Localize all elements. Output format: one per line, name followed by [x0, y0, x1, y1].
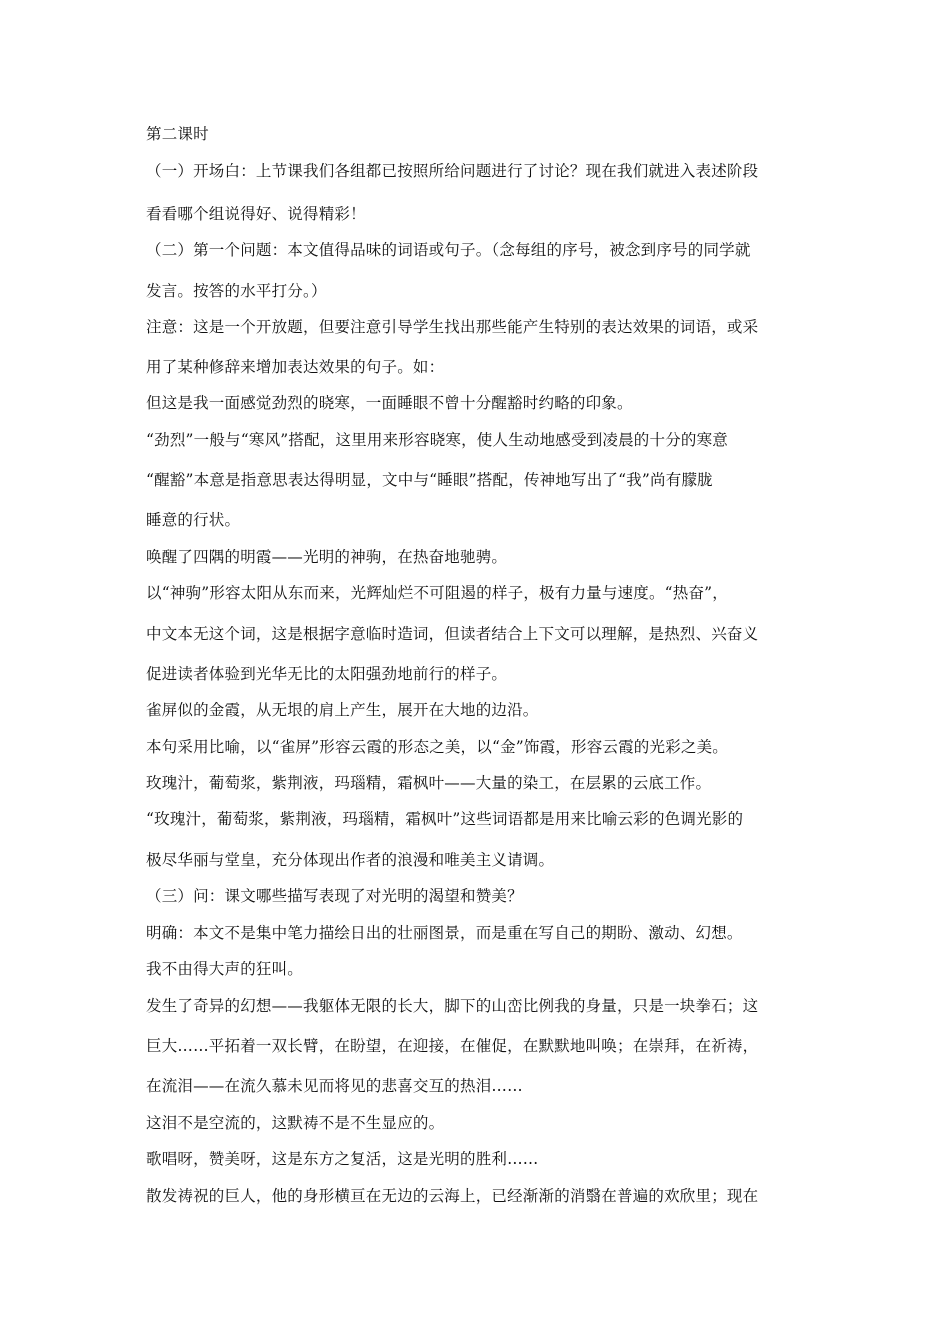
text-line: 歌唱呀，赞美呀，这是东方之复活，这是光明的胜利…… [146, 1150, 539, 1168]
text-line: 用了某种修辞来增加表达效果的句子。如： [146, 358, 445, 376]
text-line: 巨大……平拓着一双长臂，在盼望，在迎接，在催促，在默默地叫唤；在崇拜，在祈祷， [146, 1037, 759, 1055]
text-line: 睡意的行状。 [146, 511, 241, 529]
text-line: 这泪不是空流的，这默祷不是不生显应的。 [146, 1114, 445, 1132]
text-line: 雀屏似的金霞，从无垠的肩上产生，展开在大地的边沿。 [146, 701, 539, 719]
text-line: 极尽华丽与堂皇，充分体现出作者的浪漫和唯美主义请调。 [146, 851, 555, 869]
text-line: “玫瑰汁，葡萄浆，紫荆液，玛瑙精，霜枫叶”这些词语都是用来比喻云彩的色调光影的 [146, 810, 744, 828]
lesson-heading: 第二课时 [146, 125, 209, 143]
text-line: 明确：本文不是集中笔力描绘日出的壮丽图景，而是重在写自己的期盼、激动、幻想。 [146, 924, 743, 942]
text-line: 但这是我一面感觉劲烈的晓寒，一面睡眼不曾十分醒豁时约略的印象。 [146, 394, 633, 412]
text-line: “劲烈”一般与“寒风”搭配，这里用来形容晓寒，使人生动地感受到凌晨的十分的寒意 [146, 431, 728, 449]
text-line: （二）第一个问题：本文值得品味的词语或句子。（念每组的序号，被念到序号的同学就 [146, 241, 751, 259]
text-line: 玫瑰汁，葡萄浆，紫荆液，玛瑙精，霜枫叶——大量的染工，在层累的云底工作。 [146, 774, 712, 792]
text-line: 促进读者体验到光华无比的太阳强劲地前行的样子。 [146, 665, 508, 683]
text-line: 发生了奇异的幻想——我躯体无限的长大，脚下的山峦比例我的身量，只是一块拳石；这 [146, 997, 759, 1015]
text-line: （一）开场白：上节课我们各组都已按照所给问题进行了讨论？现在我们就进入表述阶段 [146, 162, 759, 180]
text-line: 注意：这是一个开放题，但要注意引导学生找出那些能产生特别的表达效果的词语，或采 [146, 318, 759, 336]
text-line: 看看哪个组说得好、说得精彩！ [146, 205, 366, 223]
text-line: 中文本无这个词，这是根据字意临时造词，但读者结合上下文可以理解，是热烈、兴奋义 [146, 625, 759, 643]
text-line: 以“神驹”形容太阳从东而来，光辉灿烂不可阻遏的样子，极有力量与速度。“热奋”， [146, 584, 728, 602]
text-line: 唤醒了四隅的明霞——光明的神驹，在热奋地驰骋。 [146, 548, 508, 566]
text-line: 散发祷祝的巨人，他的身形横亘在无边的云海上，已经渐渐的消翳在普遍的欢欣里；现在 [146, 1187, 759, 1205]
text-line: （三）问：课文哪些描写表现了对光明的渴望和赞美？ [146, 887, 523, 905]
text-line: 我不由得大声的狂叫。 [146, 960, 304, 978]
text-line: 本句采用比喻，以“雀屏”形容云霞的形态之美，以“金”饰霞，形容云霞的光彩之美。 [146, 738, 728, 756]
text-line: “醒豁”本意是指意思表达得明显，文中与“睡眼”搭配，传神地写出了“我”尚有朦胧 [146, 471, 713, 489]
text-line: 在流泪——在流久慕未见而将见的悲喜交互的热泪…… [146, 1077, 523, 1095]
text-line: 发言。按答的水平打分。） [146, 282, 327, 300]
